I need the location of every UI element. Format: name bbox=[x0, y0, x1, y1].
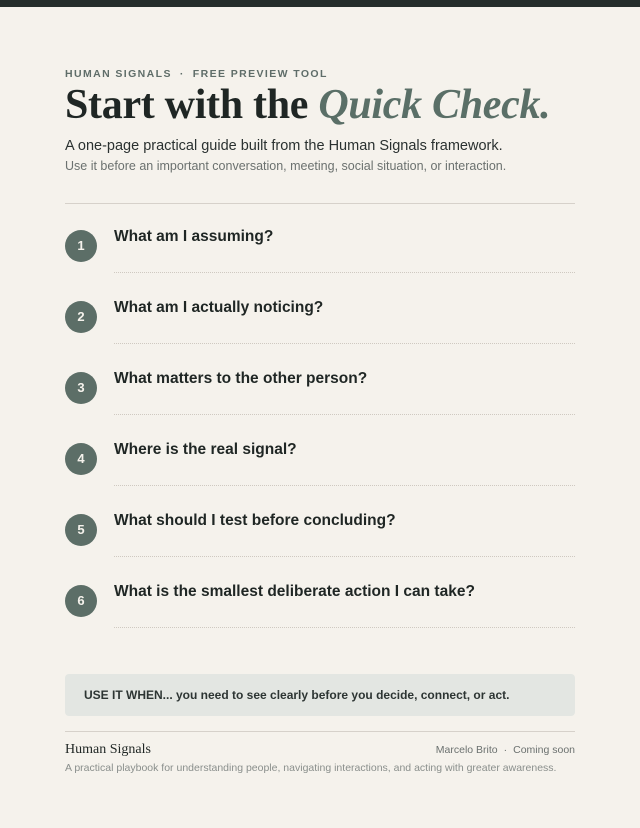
divider-bottom bbox=[65, 731, 575, 732]
question-number-badge: 3 bbox=[65, 372, 97, 404]
question-text: Where is the real signal? bbox=[114, 441, 297, 458]
question-text: What should I test before concluding? bbox=[114, 512, 396, 529]
dotted-divider bbox=[114, 556, 575, 557]
footer-separator: · bbox=[503, 744, 508, 756]
question-number-badge: 6 bbox=[65, 585, 97, 617]
dotted-divider bbox=[114, 343, 575, 344]
question-number-badge: 5 bbox=[65, 514, 97, 546]
page-title bbox=[65, 80, 550, 130]
question-number-badge: 1 bbox=[65, 230, 97, 262]
eyebrow-label: FREE PREVIEW TOOL bbox=[192, 68, 328, 80]
question-item bbox=[65, 559, 575, 630]
footer-status: Coming soon bbox=[513, 744, 575, 756]
footer-author: Marcelo Brito bbox=[435, 744, 498, 756]
eyebrow-separator: · bbox=[179, 68, 185, 80]
dotted-divider bbox=[114, 414, 575, 415]
question-text: What is the smallest deliberate action I can take? bbox=[114, 583, 475, 600]
footer-brand: Human Signals bbox=[65, 742, 151, 757]
question-item bbox=[65, 488, 575, 559]
question-item bbox=[65, 417, 575, 488]
title-lead: Start with the bbox=[65, 82, 309, 128]
footer-meta bbox=[436, 744, 575, 756]
question-text: What matters to the other person? bbox=[114, 370, 368, 387]
intro-sub: Use it before an important conversation, meeting, social situation, or interaction. bbox=[65, 159, 507, 173]
title-accent: Quick Check. bbox=[318, 82, 551, 128]
dotted-divider bbox=[114, 272, 575, 273]
question-item bbox=[65, 346, 575, 417]
question-item bbox=[65, 275, 575, 346]
question-text: What am I actually noticing? bbox=[114, 299, 324, 316]
intro-lead: A one-page practical guide built from the Human Signals framework. bbox=[65, 138, 503, 154]
top-bar bbox=[0, 0, 640, 7]
question-number-badge: 4 bbox=[65, 443, 97, 475]
dotted-divider bbox=[114, 485, 575, 486]
question-number-badge: 2 bbox=[65, 301, 97, 333]
use-it-when-callout bbox=[65, 674, 575, 716]
question-item bbox=[65, 204, 575, 275]
eyebrow-brand: HUMAN SIGNALS bbox=[65, 68, 172, 80]
footer-tagline: A practical playbook for understanding people, navigating interactions, and acting with greater awareness. bbox=[65, 762, 557, 774]
callout-text: USE IT WHEN... you need to see clearly before you decide, connect, or act. bbox=[84, 688, 510, 702]
question-text: What am I assuming? bbox=[114, 228, 274, 245]
eyebrow bbox=[65, 68, 328, 80]
dotted-divider bbox=[114, 627, 575, 628]
